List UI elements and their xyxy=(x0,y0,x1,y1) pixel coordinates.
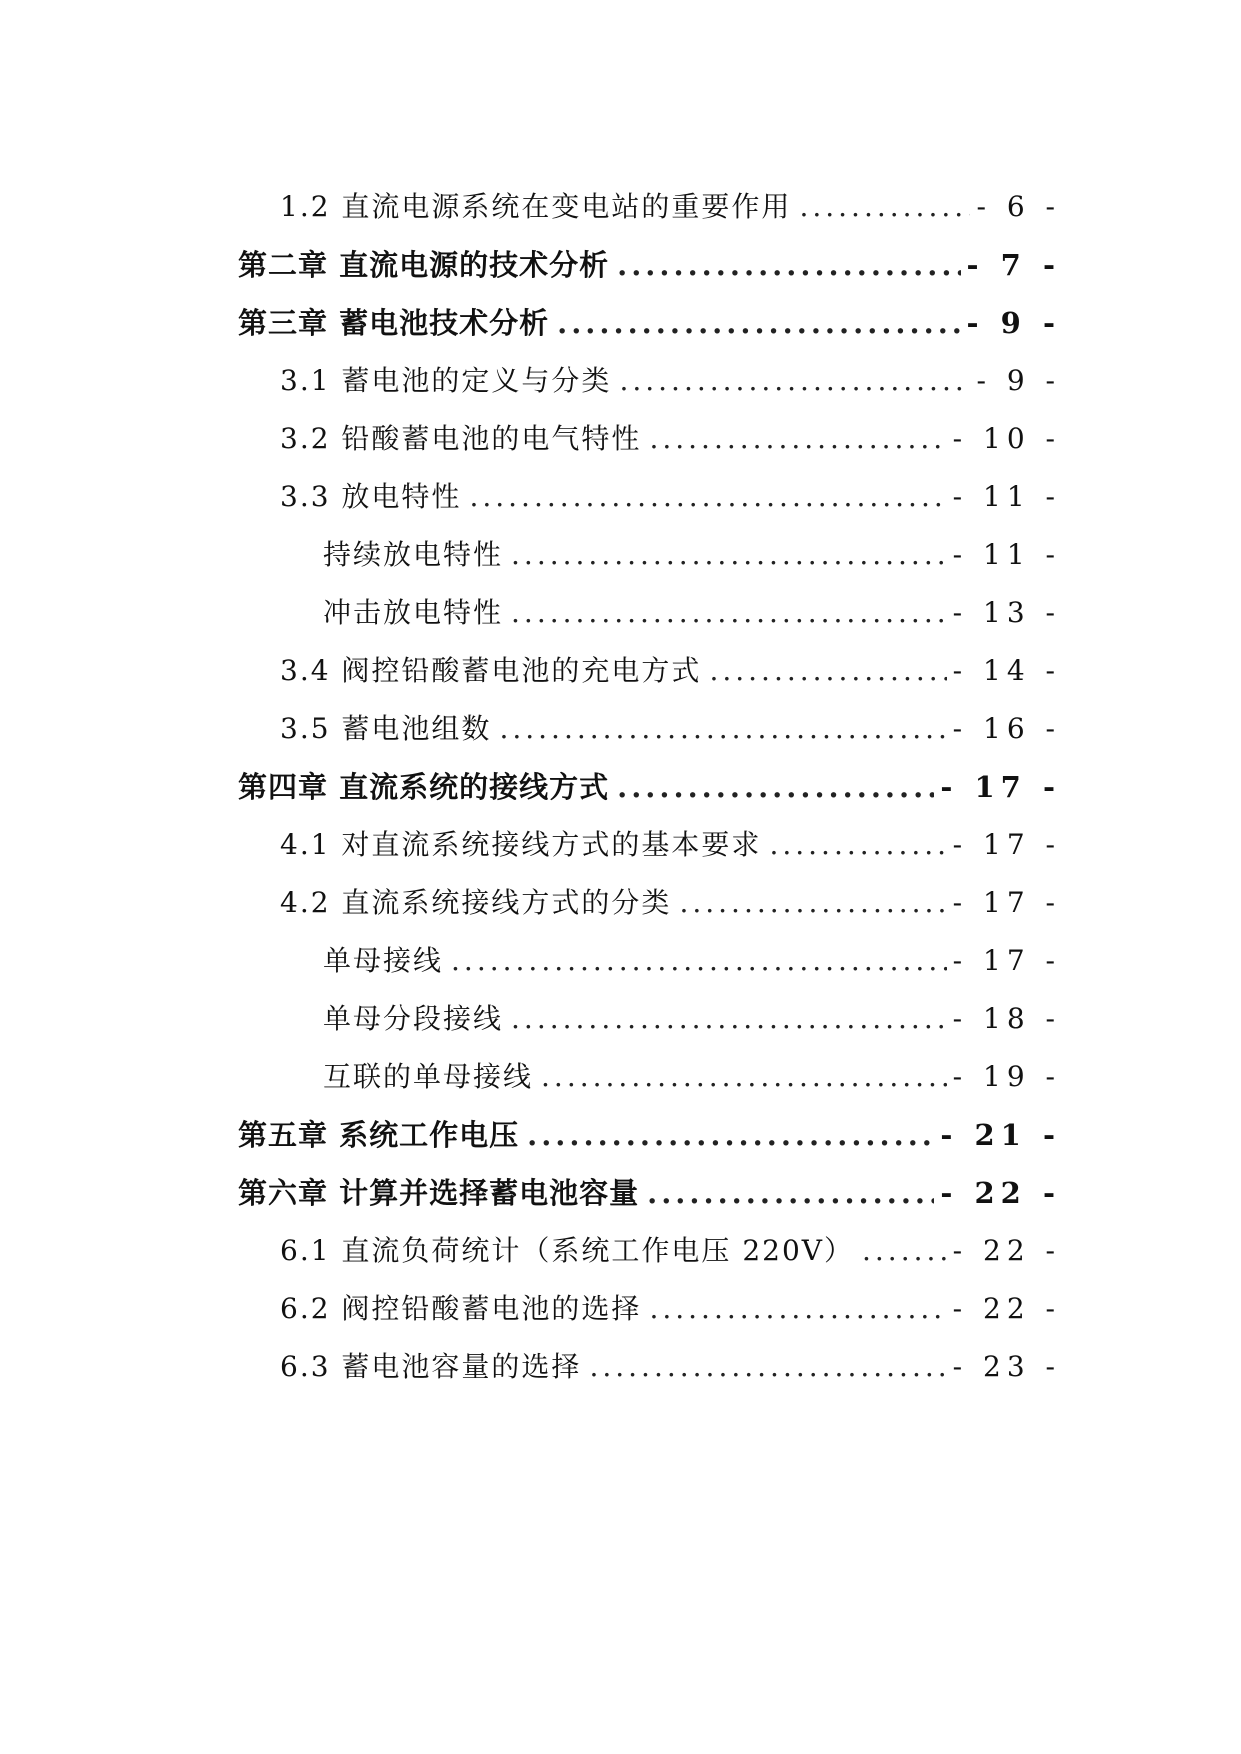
toc-entry-single-bus[interactable] xyxy=(323,941,1061,981)
dot-leader xyxy=(647,1173,934,1213)
toc-entry-page: - 7 - xyxy=(966,248,1061,282)
dot-leader xyxy=(527,1115,934,1155)
toc-entry-3-5[interactable] xyxy=(280,709,1061,749)
toc-entry-title: 单母分段接线 xyxy=(323,1002,504,1035)
toc-entry-title: 6.3 蓄电池容量的选择 xyxy=(280,1350,582,1383)
toc-entry-page: - 21 - xyxy=(940,1118,1061,1152)
toc-entry-4-1[interactable] xyxy=(280,825,1061,865)
dot-leader xyxy=(511,535,947,575)
toc-entry-title: 单母接线 xyxy=(323,944,444,977)
toc-entry-title: 第二章 直流电源的技术分析 xyxy=(238,248,610,282)
dot-leader xyxy=(511,999,947,1039)
toc-entry-page: - 17 - xyxy=(952,886,1061,919)
toc-entry-title: 1.2 直流电源系统在变电站的重要作用 xyxy=(280,190,792,223)
toc-entry-page: - 9 - xyxy=(976,364,1061,397)
dot-leader xyxy=(769,825,946,865)
toc-entry-interconnected-single-bus[interactable] xyxy=(323,1057,1061,1097)
toc-entry-1-2[interactable] xyxy=(280,187,1061,227)
dot-leader xyxy=(589,1347,946,1387)
toc-entry-title: 第五章 系统工作电压 xyxy=(238,1118,520,1152)
dot-leader xyxy=(557,303,960,343)
toc-entry-page: - 16 - xyxy=(952,712,1061,745)
dot-leader xyxy=(799,187,970,227)
toc-entry-chapter-3[interactable] xyxy=(238,303,1061,343)
toc-entry-3-2[interactable] xyxy=(280,419,1061,459)
dot-leader xyxy=(451,941,947,981)
toc-entry-title: 第四章 直流系统的接线方式 xyxy=(238,770,610,804)
toc-entry-title: 第三章 蓄电池技术分析 xyxy=(238,306,550,340)
toc-entry-chapter-4[interactable] xyxy=(238,767,1061,807)
toc-entry-page: - 22 - xyxy=(952,1234,1061,1267)
toc-entry-page: - 10 - xyxy=(952,422,1061,455)
toc-entry-title: 4.1 对直流系统接线方式的基本要求 xyxy=(280,828,762,861)
toc-entry-page: - 22 - xyxy=(952,1292,1061,1325)
toc-entry-page: - 22 - xyxy=(940,1176,1061,1210)
toc-entry-6-3[interactable] xyxy=(280,1347,1061,1387)
toc-entry-page: - 17 - xyxy=(940,770,1061,804)
dot-leader xyxy=(617,245,960,285)
toc-entry-page: - 9 - xyxy=(966,306,1061,340)
toc-entry-page: - 6 - xyxy=(976,190,1061,223)
toc-entry-chapter-5[interactable] xyxy=(238,1115,1061,1155)
toc-entry-impulse-discharge[interactable] xyxy=(323,593,1061,633)
toc-entry-title: 3.5 蓄电池组数 xyxy=(280,712,492,745)
toc-entry-title: 冲击放电特性 xyxy=(323,596,504,629)
dot-leader xyxy=(617,767,934,807)
toc-entry-page: - 13 - xyxy=(952,596,1061,629)
dot-leader xyxy=(499,709,946,749)
toc-entry-title: 6.1 直流负荷统计（系统工作电压 220V） xyxy=(280,1234,854,1267)
toc-entry-page: - 23 - xyxy=(952,1350,1061,1383)
toc-entry-sectioned-single-bus[interactable] xyxy=(323,999,1061,1039)
toc-entry-6-2[interactable] xyxy=(280,1289,1061,1329)
dot-leader xyxy=(511,593,947,633)
dot-leader xyxy=(709,651,946,691)
toc-entry-chapter-6[interactable] xyxy=(238,1173,1061,1213)
toc-entry-page: - 19 - xyxy=(952,1060,1061,1093)
toc-entry-title: 3.3 放电特性 xyxy=(280,480,462,513)
toc-entry-3-3[interactable] xyxy=(280,477,1061,517)
dot-leader xyxy=(679,883,946,923)
dot-leader xyxy=(469,477,946,517)
toc-entry-6-1[interactable] xyxy=(280,1231,1061,1271)
toc-entry-page: - 18 - xyxy=(952,1002,1061,1035)
toc-entry-title: 持续放电特性 xyxy=(323,538,504,571)
dot-leader xyxy=(862,1231,947,1271)
toc-entry-title: 3.4 阀控铅酸蓄电池的充电方式 xyxy=(280,654,702,687)
toc-entry-4-2[interactable] xyxy=(280,883,1061,923)
dot-leader xyxy=(619,361,970,401)
toc-entry-3-4[interactable] xyxy=(280,651,1061,691)
dot-leader xyxy=(649,419,946,459)
toc-entry-title: 3.1 蓄电池的定义与分类 xyxy=(280,364,612,397)
toc-entry-title: 互联的单母接线 xyxy=(323,1060,534,1093)
toc-entry-title: 第六章 计算并选择蓄电池容量 xyxy=(238,1176,640,1210)
toc-entry-page: - 14 - xyxy=(952,654,1061,687)
toc-entry-chapter-2[interactable] xyxy=(238,245,1061,285)
toc-entry-continuous-discharge[interactable] xyxy=(323,535,1061,575)
toc-entry-title: 4.2 直流系统接线方式的分类 xyxy=(280,886,672,919)
dot-leader xyxy=(541,1057,947,1097)
toc-entry-3-1[interactable] xyxy=(280,361,1061,401)
toc-entry-page: - 11 - xyxy=(952,480,1061,513)
toc-entry-title: 6.2 阀控铅酸蓄电池的选择 xyxy=(280,1292,642,1325)
toc-entry-page: - 17 - xyxy=(952,828,1061,861)
toc-entry-page: - 17 - xyxy=(952,944,1061,977)
dot-leader xyxy=(649,1289,946,1329)
toc-entry-page: - 11 - xyxy=(952,538,1061,571)
toc-entry-title: 3.2 铅酸蓄电池的电气特性 xyxy=(280,422,642,455)
